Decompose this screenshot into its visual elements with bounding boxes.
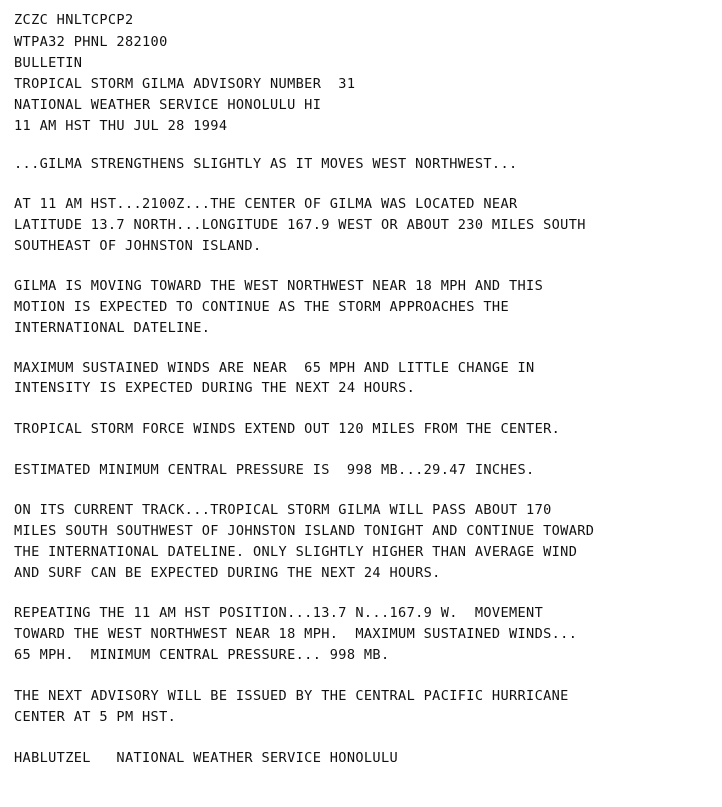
paragraph-line: TOWARD THE WEST NORTHWEST NEAR 18 MPH. MAXIMUM SUSTAINED WINDS... <box>14 626 578 642</box>
paragraph-line: SOUTHEAST OF JOHNSTON ISLAND. <box>14 238 262 254</box>
header-line: TROPICAL STORM GILMA ADVISORY NUMBER 31 <box>14 76 356 92</box>
paragraph-line: INTERNATIONAL DATELINE. <box>14 320 211 336</box>
paragraph-line: MAXIMUM SUSTAINED WINDS ARE NEAR 65 MPH AND LITTLE CHANGE IN <box>14 360 535 376</box>
paragraph-line: MOTION IS EXPECTED TO CONTINUE AS THE STORM APPROACHES THE <box>14 299 509 315</box>
paragraph-line: THE NEXT ADVISORY WILL BE ISSUED BY THE CENTRAL PACIFIC HURRICANE <box>14 688 569 704</box>
header-line: NATIONAL WEATHER SERVICE HONOLULU HI <box>14 97 322 113</box>
paragraph-line: 65 MPH. MINIMUM CENTRAL PRESSURE... 998 MB. <box>14 647 390 663</box>
signature-line: HABLUTZEL NATIONAL WEATHER SERVICE HONOLULU <box>14 750 399 766</box>
paragraph-line: GILMA IS MOVING TOWARD THE WEST NORTHWEST NEAR 18 MPH AND THIS <box>14 278 544 294</box>
header-line: 11 AM HST THU JUL 28 1994 <box>14 118 228 134</box>
paragraph-line: CENTER AT 5 PM HST. <box>14 709 177 725</box>
paragraph-line: MILES SOUTH SOUTHWEST OF JOHNSTON ISLAND TONIGHT AND CONTINUE TOWARD <box>14 523 595 539</box>
paragraph-line: INTENSITY IS EXPECTED DURING THE NEXT 24 HOURS. <box>14 380 416 396</box>
paragraph-line: AT 11 AM HST...2100Z...THE CENTER OF GILMA WAS LOCATED NEAR <box>14 196 518 212</box>
headline: ...GILMA STRENGTHENS SLIGHTLY AS IT MOVES WEST NORTHWEST... <box>14 156 518 172</box>
header-line: ZCZC HNLTCPCP2 <box>14 12 134 28</box>
header-line: BULLETIN <box>14 55 83 71</box>
paragraph-line: LATITUDE 13.7 NORTH...LONGITUDE 167.9 WEST OR ABOUT 230 MILES SOUTH <box>14 217 586 233</box>
header-line: WTPA32 PHNL 282100 <box>14 34 168 50</box>
paragraph-line: ESTIMATED MINIMUM CENTRAL PRESSURE IS 998 MB...29.47 INCHES. <box>14 462 535 478</box>
paragraph-line: ON ITS CURRENT TRACK...TROPICAL STORM GILMA WILL PASS ABOUT 170 <box>14 502 552 518</box>
paragraph-line: AND SURF CAN BE EXPECTED DURING THE NEXT 24 HOURS. <box>14 565 441 581</box>
paragraph-line: TROPICAL STORM FORCE WINDS EXTEND OUT 120 MILES FROM THE CENTER. <box>14 421 561 437</box>
paragraph-line: THE INTERNATIONAL DATELINE. ONLY SLIGHTLY HIGHER THAN AVERAGE WIND <box>14 544 578 560</box>
paragraph-line: REPEATING THE 11 AM HST POSITION...13.7 N...167.9 W. MOVEMENT <box>14 605 544 621</box>
